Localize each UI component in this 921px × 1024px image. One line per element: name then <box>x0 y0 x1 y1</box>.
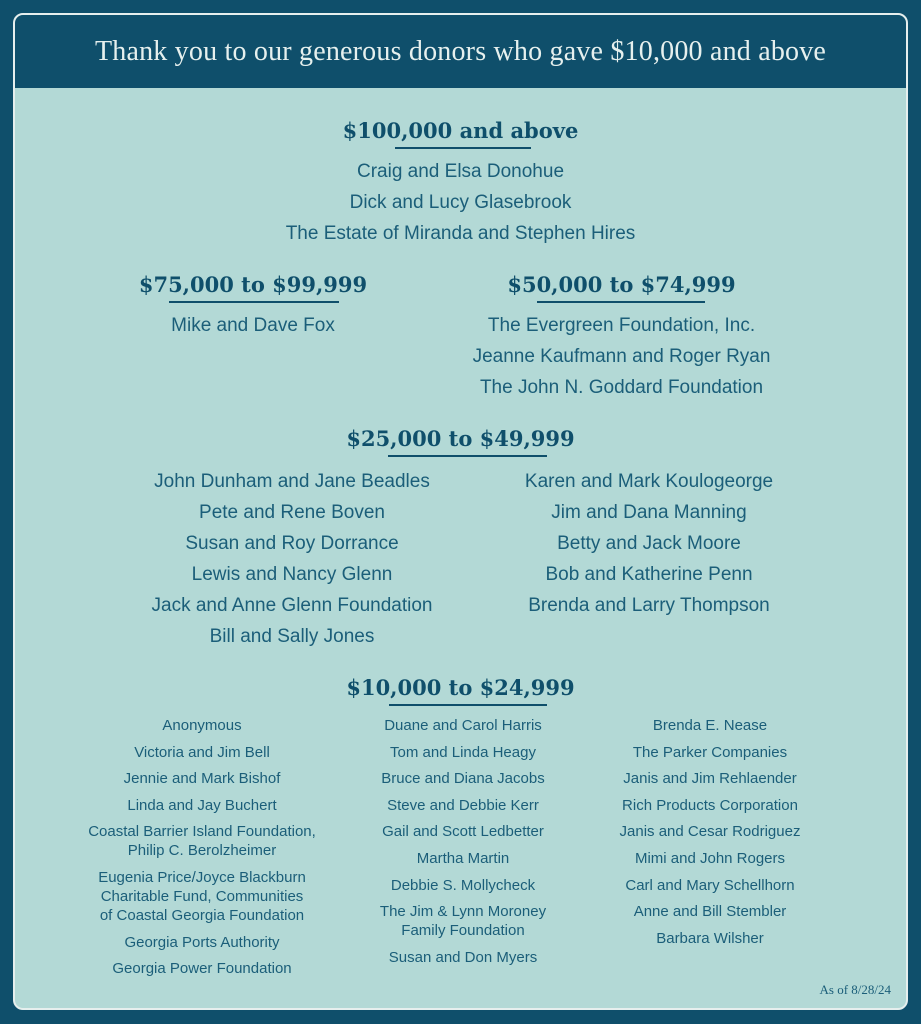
donor-name: Susan and Don Myers <box>388 948 538 966</box>
donor-name: Martha Martin <box>416 849 510 867</box>
donor-name: Brenda and Larry Thompson <box>528 595 770 616</box>
donor-name: The Evergreen Foundation, Inc. <box>487 315 756 336</box>
tier-list-10k-col1 <box>63 716 341 986</box>
donor-name: Mike and Dave Fox <box>171 315 335 336</box>
donor-name: Anne and Bill Stembler <box>633 903 787 921</box>
donor-name: Karen and Mark Koulogeorge <box>524 471 774 492</box>
page-title: Thank you to our generous donors who gave $10,000 and above <box>15 15 906 88</box>
donor-name: Duane and Carol Harris <box>384 717 542 734</box>
donor-name: Anonymous <box>162 717 242 734</box>
donor-name: Victoria and Jim Bell <box>134 743 270 761</box>
donor-name: Janis and Cesar Rodriguez <box>619 823 801 841</box>
donor-name: Susan and Roy Dorrance <box>185 533 399 554</box>
donor-name: Eugenia Price/Joyce Blackburn Charitable Fund, Communities of Coastal Georgia Foundation <box>98 868 306 924</box>
donor-name: Barbara Wilsher <box>656 929 764 947</box>
tier-title-50k: $50,000 to $74,999 <box>507 272 736 297</box>
donor-name: Bill and Sally Jones <box>209 626 375 647</box>
donor-name: Brenda E. Nease <box>652 717 768 734</box>
donor-name: The Jim & Lynn Moroney Family Foundation <box>379 903 547 940</box>
tier-title-10k: $10,000 to $24,999 <box>346 675 575 700</box>
donor-name: Tom and Linda Heagy <box>390 743 536 761</box>
donor-name: Debbie S. Mollycheck <box>390 876 536 894</box>
donor-name: Bruce and Diana Jacobs <box>381 770 545 788</box>
tier-list-10k-col3 <box>585 716 835 955</box>
donor-name: Carl and Mary Schellhorn <box>625 876 795 894</box>
as-of-date: As of 8/28/24 <box>819 982 891 997</box>
donor-name: Jack and Anne Glenn Foundation <box>151 595 433 616</box>
donor-name: Craig and Elsa Donohue <box>356 161 565 182</box>
tier-list-100k <box>15 156 906 249</box>
tier-list-50k <box>455 310 788 403</box>
tier-list-25k-right <box>485 466 813 621</box>
tier-rule-10k <box>389 704 547 706</box>
donor-name: Steve and Debbie Kerr <box>387 796 539 814</box>
donor-name: John Dunham and Jane Beadles <box>154 471 430 492</box>
tier-rule-50k <box>537 301 705 303</box>
donor-name: The Parker Companies <box>632 743 788 761</box>
donor-name: Janis and Jim Rehlaender <box>623 770 797 788</box>
tier-rule-100k <box>395 147 531 149</box>
donor-name: Rich Products Corporation <box>622 796 798 814</box>
tier-rule-25k <box>388 455 547 457</box>
tier-list-10k-col2 <box>341 716 585 974</box>
tier-title-100k: $100,000 and above <box>342 118 579 143</box>
tier-list-25k-left <box>127 466 457 652</box>
donor-name: Georgia Power Foundation <box>112 960 292 978</box>
donor-name: Jeanne Kaufmann and Roger Ryan <box>472 346 771 367</box>
donor-name: Georgia Ports Authority <box>124 933 280 951</box>
donor-name: Jennie and Mark Bishof <box>123 770 281 788</box>
tier-title-75k: $75,000 to $99,999 <box>138 272 368 297</box>
donor-name: The Estate of Miranda and Stephen Hires <box>285 223 636 244</box>
donor-name: Mimi and John Rogers <box>634 849 786 867</box>
donor-name: Linda and Jay Buchert <box>127 796 277 814</box>
tier-title-25k: $25,000 to $49,999 <box>346 426 575 451</box>
tier-rule-75k <box>169 301 339 303</box>
donor-name: Pete and Rene Boven <box>199 502 385 523</box>
donor-name: Coastal Barrier Island Foundation, Philip C. Berolzheimer <box>88 823 316 860</box>
tier-list-75k <box>118 310 388 341</box>
donor-name: Betty and Jack Moore <box>557 533 741 554</box>
donor-name: Dick and Lucy Glasebrook <box>349 192 572 213</box>
donor-name: Gail and Scott Ledbetter <box>382 823 544 841</box>
donor-panel <box>13 13 908 1010</box>
donor-name: Lewis and Nancy Glenn <box>191 564 393 585</box>
donor-name: Jim and Dana Manning <box>551 502 747 523</box>
donor-name: Bob and Katherine Penn <box>545 564 753 585</box>
donor-name: The John N. Goddard Foundation <box>479 377 764 398</box>
